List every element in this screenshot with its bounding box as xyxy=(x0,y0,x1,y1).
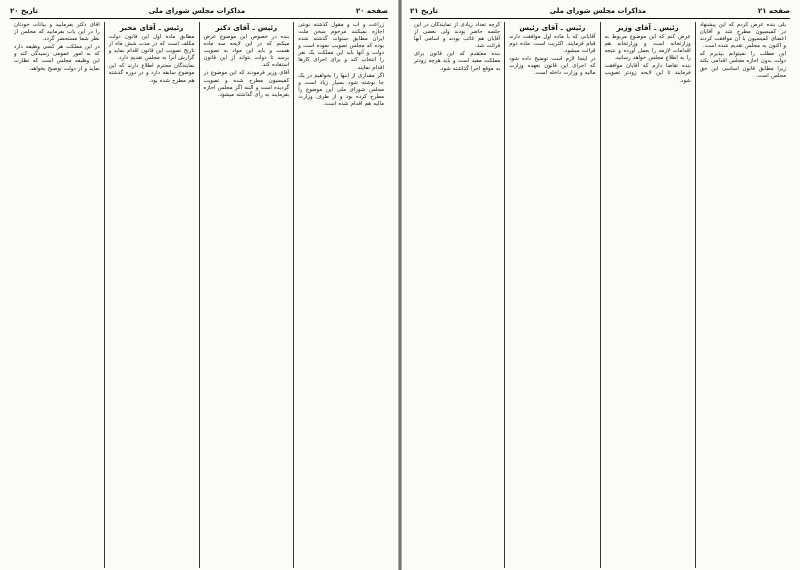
left-page-header xyxy=(10,6,388,19)
paragraph: اگر مقداری از اینها را بخواهیم در یک جا نوشته شود بسیار زیاد است و مجلس شورای ملی این موضوع را مطرح کرده بود و از طرف وزارت مالیه هم اقدام شده است. xyxy=(298,72,384,108)
paragraph: بنده تقاضا دارم که آقایان موافقت فرمایند تا این لایحه زودتر تصویب شود. xyxy=(604,63,691,84)
speaker-heading: رئیس ـ آقای دکتر xyxy=(215,24,278,32)
left-page-columns xyxy=(10,22,388,568)
left-page-title: مذاکرات مجلس شورای ملی xyxy=(148,7,246,15)
paragraph: در اینجا لازم است توضیح داده شود که اجرای این قانون بعهده وزارت مالیه و وزارت داخله است. xyxy=(509,56,596,77)
paragraph: در این مملکت هر کسی وظیفه دارد که به امور عمومی رسیدگی کند و این وظیفه مجلس است که نظارت نماید و از دولت توضیح بخواهد. xyxy=(14,44,100,72)
left-column-3 xyxy=(104,22,199,568)
speaker-heading: رئیس ـ آقای مخبر xyxy=(120,24,184,32)
right-page-title: مذاکرات مجلس شورای ملی xyxy=(549,7,647,15)
paragraph: آقای دکتر بفرمایید و بیانات خودتان را در این باب بفرمایید که مجلس از نظر شما مستحضر گردد. xyxy=(14,22,100,43)
left-page-date: تاریخ ۲۰ xyxy=(10,7,38,15)
right-column-2 xyxy=(600,22,695,568)
paragraph: آقای وزیر فرمودند که این موضوع در کمیسیون مطرح شده و تصویب گردیده است و البته اگر مجلس اجازه بفرمایند به رأی گذاشته میشود. xyxy=(203,70,290,98)
paragraph: نمایندگان محترم اطلاع دارند که این موضوع سابقه دارد و در دوره گذشته هم مطرح شده بود. xyxy=(108,63,195,84)
left-page-number: صفحه ۲۰ xyxy=(355,7,388,15)
paragraph: آقایانی که با ماده اول موافقت دارند قیام فرمایند. اکثریت است. ماده دوم قرائت میشود. xyxy=(509,34,596,55)
page-fold xyxy=(398,0,402,570)
right-column-1 xyxy=(695,22,790,568)
paragraph: بنده در خصوص این موضوع عرض میکنم که در این لایحه سه ماده هست و باید این مواد به تصویب برسد تا دولت بتواند از این قانون استفاده کند. xyxy=(203,34,290,69)
right-column-4 xyxy=(410,22,504,568)
right-page-date: تاریخ ۲۱ xyxy=(410,7,438,15)
paragraph: مطابق ماده اول این قانون دولت مکلف است که در مدت شش ماه از تاریخ تصویب این قانون اقدام نماید و گزارش آنرا به مجلس تقدیم دارد. xyxy=(108,34,195,62)
right-column-3 xyxy=(504,22,599,568)
speaker-heading: رئیس ـ آقای وزیر xyxy=(616,24,679,32)
paragraph: بنده معتقدم که این قانون برای مملکت مفید است و باید هرچه زودتر به موقع اجرا گذاشته شود. xyxy=(414,51,501,72)
paragraph: بلی بنده عرض کردم که این پیشنهاد در کمیسیون مطرح شد و آقایان اعضای کمیسیون با آن موافقت کردند و اکنون به مجلس تقدیم شده است. xyxy=(699,22,786,50)
left-column-2 xyxy=(199,22,294,568)
right-page-number: صفحه ۲۱ xyxy=(757,7,790,15)
paragraph: این مطلب را نمیتوانم بپذیرم که دولت بدون اجازه مجلس اقدامی بکند زیرا مطابق قانون اساسی این حق مجلس است. xyxy=(699,51,786,79)
paragraph: زراعت و آب و مقول گذشته نوبتی اجازه نمیکنند مرحوم سخن ملت ایران مطابق سنوات گذشته شده بوده که مجلس تصویب نموده است و دولت و آنها باید این مملکت یک نفر را انتخاب کند و برای اجرای کارها اقدام نمایند. xyxy=(298,22,384,71)
left-column-1 xyxy=(293,22,388,568)
right-page-header xyxy=(410,6,790,19)
paragraph: گرچه تعداد زیادی از نمایندگان در این جلسه حاضر بودند ولی بعضی از آقایان هم غائب بودند و اسامی آنها قرائت شد. xyxy=(414,22,501,50)
paragraph: عرض کنم که این موضوع مربوط به وزارتخانه است و وزارتخانه هم اقدامات لازمه را بعمل آورده و نتیجه را به اطلاع مجلس خواهد رسانید. xyxy=(604,34,691,62)
right-page-columns xyxy=(410,22,790,568)
speaker-heading: رئیس ـ آقای رئیس xyxy=(519,24,586,32)
right-page xyxy=(400,0,800,570)
left-column-4 xyxy=(10,22,104,568)
